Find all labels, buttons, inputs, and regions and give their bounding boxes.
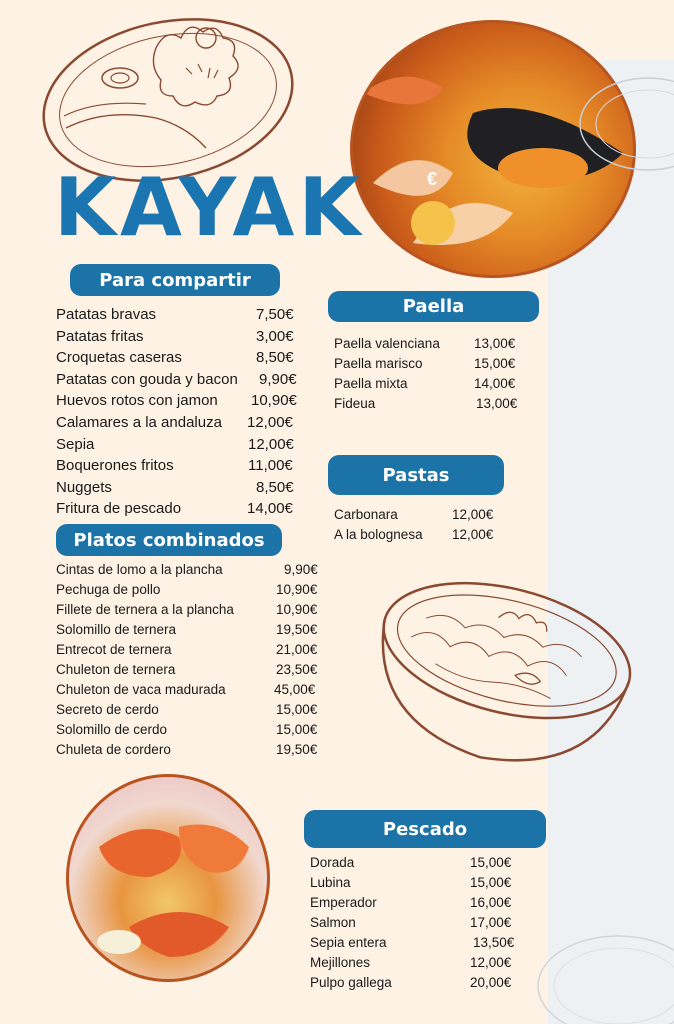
item-name: Patatas bravas: [56, 306, 157, 323]
item-price: 12,00€: [248, 435, 294, 453]
item-price: 8,50€: [256, 478, 294, 496]
item-price: 14,00€: [474, 376, 516, 391]
menu-item: [334, 356, 516, 376]
menu-item: [334, 507, 494, 527]
item-price: 12,00€: [452, 507, 494, 522]
item-price: 14,00€: [247, 500, 293, 518]
item-name: Lubina: [310, 875, 351, 890]
section-header-pastas: Pastas: [328, 455, 504, 495]
item-price: 10,90€: [251, 392, 297, 410]
section-header-para-compartir: Para compartir: [70, 264, 280, 296]
item-name: Nuggets: [56, 478, 112, 496]
item-name: Salmon: [310, 915, 356, 930]
menu-platos-combinados: [56, 562, 318, 762]
section-header-pescado: Pescado: [304, 810, 546, 848]
menu-item: [56, 702, 318, 722]
item-name: Solomillo de cerdo: [56, 722, 168, 737]
faint-bowl-sketch: [528, 926, 674, 1024]
menu-item: [56, 642, 318, 662]
item-price: 23,50€: [276, 662, 318, 677]
item-price: 20,00€: [470, 975, 512, 990]
menu-item: [310, 875, 512, 895]
item-name: Sepia entera: [310, 935, 387, 950]
item-price: 12,00€: [247, 413, 293, 431]
menu-item: [56, 562, 318, 582]
menu-item: [56, 327, 294, 350]
menu-item: [56, 622, 318, 642]
item-name: Patatas con gouda y bacon: [56, 370, 238, 388]
menu-item: [56, 392, 297, 414]
item-price: 9,90€: [259, 370, 297, 388]
menu-item: [56, 582, 318, 602]
menu-item: [310, 935, 515, 955]
menu-item: [56, 349, 294, 371]
menu-item: [56, 457, 293, 479]
section-header-platos-combinados: Platos combinados: [56, 524, 282, 556]
item-name: Huevos rotos con jamon: [56, 392, 218, 410]
menu-item: [310, 855, 512, 875]
menu-para-compartir: [56, 306, 297, 522]
item-name: Fritura de pescado: [56, 500, 182, 518]
item-name: Fillete de ternera a la plancha: [56, 602, 234, 617]
item-price: 15,00€: [276, 722, 318, 737]
item-price: 15,00€: [470, 855, 512, 870]
item-name: Chuleton de vaca madurada: [56, 682, 226, 697]
item-price: 13,00€: [476, 396, 518, 411]
euro-symbol: €: [427, 169, 438, 189]
item-price: 15,00€: [276, 702, 318, 717]
item-price: 19,50€: [276, 742, 318, 757]
menu-item: [310, 915, 512, 935]
item-name: Entrecot de ternera: [56, 642, 172, 657]
menu-item: [56, 602, 318, 622]
item-price: 15,00€: [474, 356, 516, 371]
item-name: Cintas de lomo a la plancha: [56, 562, 223, 577]
item-price: 45,00€: [274, 682, 316, 697]
item-name: Croquetas caseras: [56, 349, 182, 367]
item-name: Fideua: [334, 396, 376, 411]
menu-item: [56, 413, 293, 436]
item-price: 15,00€: [470, 875, 512, 890]
menu-item: [334, 336, 516, 356]
shrimp-rice-photo: [66, 774, 270, 982]
item-price: 9,90€: [284, 562, 318, 577]
item-name: Mejillones: [310, 955, 371, 970]
menu-paella: [334, 336, 518, 416]
item-name: Paella valenciana: [334, 336, 440, 351]
menu-item: [56, 682, 316, 702]
menu-item: [56, 370, 297, 393]
menu-item: [334, 396, 518, 416]
item-name: Pechuga de pollo: [56, 582, 161, 597]
item-name: Secreto de cerdo: [56, 702, 159, 717]
item-name: Carbonara: [334, 507, 398, 522]
menu-item: [56, 722, 318, 742]
menu-item: [310, 895, 512, 915]
item-name: Solomillo de ternera: [56, 622, 177, 637]
item-name: Pulpo gallega: [310, 975, 392, 990]
section-header-paella: Paella: [328, 291, 539, 322]
menu-item: [56, 478, 294, 501]
rice-bowl-sketch-illustration: [366, 560, 638, 788]
item-name: Sepia: [56, 435, 95, 453]
menu-pescado: [310, 855, 515, 995]
item-name: Patatas fritas: [56, 327, 144, 345]
item-price: 10,90€: [276, 602, 318, 617]
menu-item: [56, 662, 318, 682]
item-name: A la bolognesa: [334, 527, 423, 542]
item-name: Chuleta de cordero: [56, 742, 171, 757]
menu-pastas: [334, 507, 494, 547]
menu-item: [56, 435, 294, 458]
menu-item: [56, 500, 293, 522]
item-name: Paella marisco: [334, 356, 423, 371]
item-price: 3,00€: [256, 327, 294, 345]
menu-item: [310, 975, 512, 995]
item-price: 13,00€: [474, 336, 516, 351]
menu-item: [334, 376, 516, 396]
menu-item: [310, 955, 512, 975]
item-price: 8,50€: [256, 349, 294, 367]
restaurant-logo: KAYAK: [54, 161, 365, 254]
item-name: Paella mixta: [334, 376, 408, 391]
menu-item: [56, 306, 294, 328]
menu-item: [56, 742, 318, 762]
item-name: Emperador: [310, 895, 377, 910]
item-price: 11,00€: [248, 457, 293, 475]
item-price: 13,50€: [473, 935, 515, 950]
item-price: 21,00€: [276, 642, 318, 657]
item-price: 7,50€: [256, 306, 294, 323]
item-price: 10,90€: [276, 582, 318, 597]
menu-item: [334, 527, 494, 547]
item-name: Calamares a la andaluza: [56, 413, 222, 431]
item-price: 12,00€: [470, 955, 512, 970]
item-price: 19,50€: [276, 622, 318, 637]
item-name: Dorada: [310, 855, 355, 870]
item-price: 17,00€: [470, 915, 512, 930]
item-price: 12,00€: [452, 527, 494, 542]
item-price: 16,00€: [470, 895, 512, 910]
item-name: Boquerones fritos: [56, 457, 174, 475]
faint-decor-sketch: [578, 64, 674, 184]
item-name: Chuleton de ternera: [56, 662, 176, 677]
